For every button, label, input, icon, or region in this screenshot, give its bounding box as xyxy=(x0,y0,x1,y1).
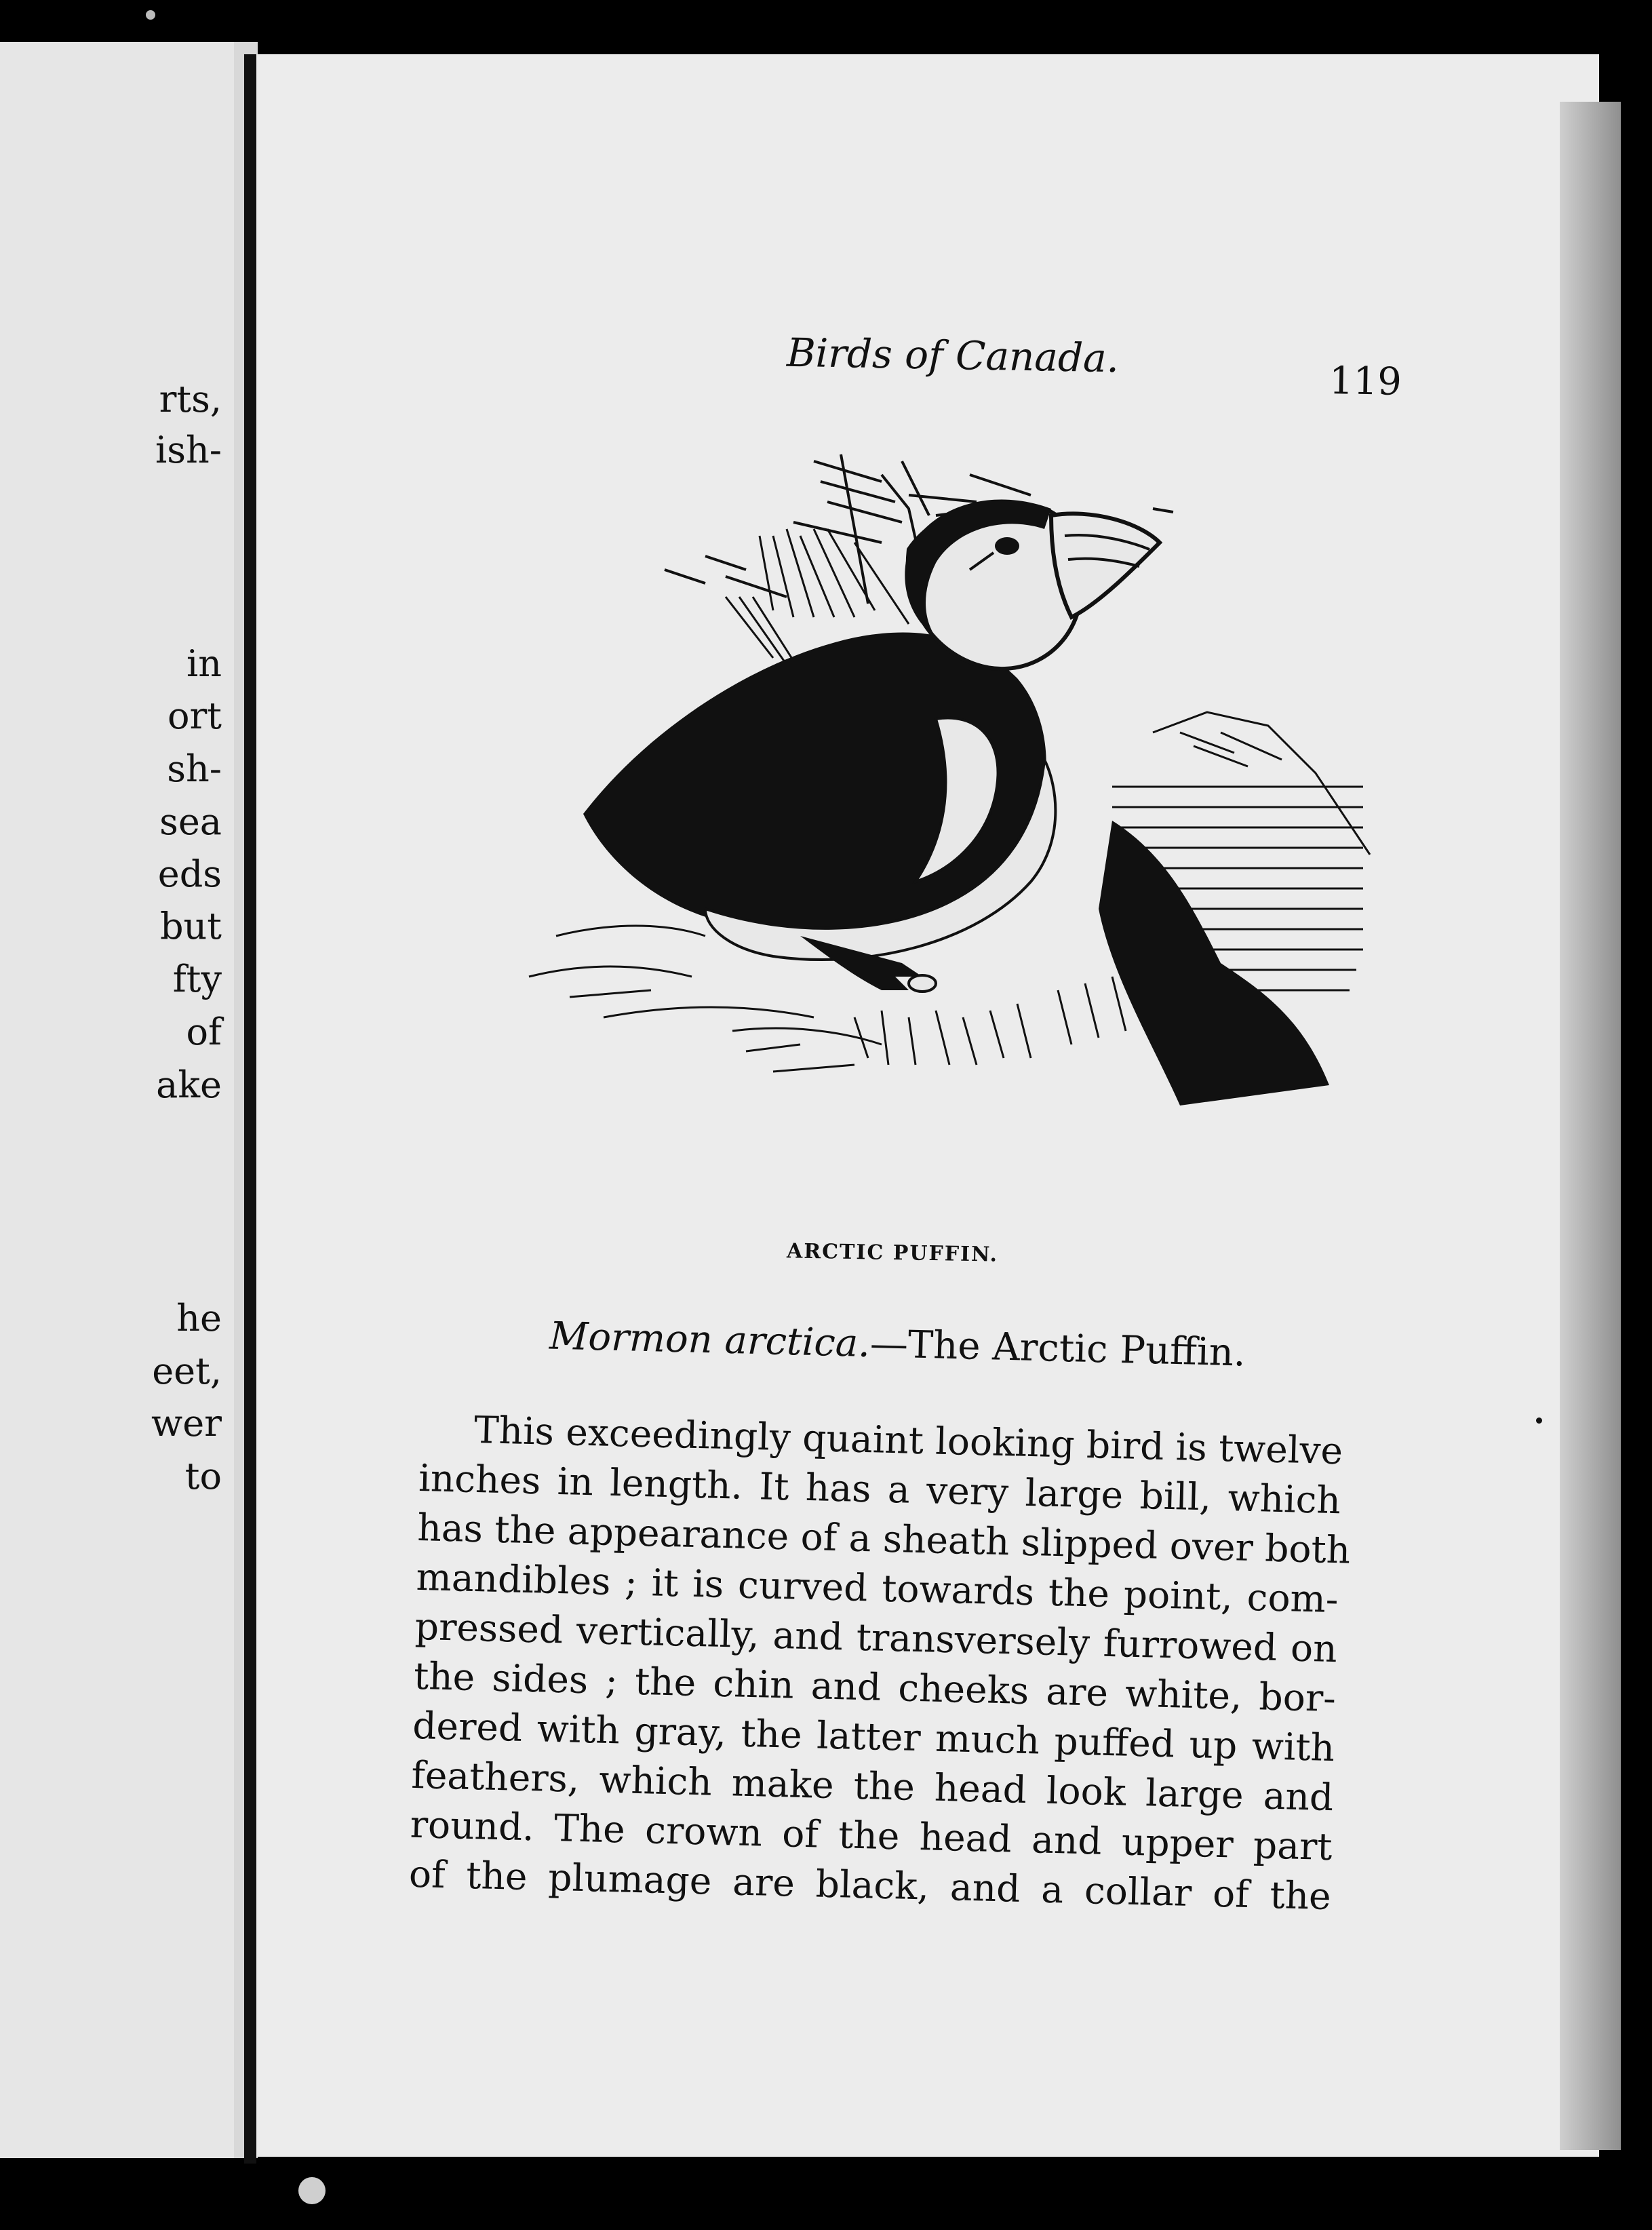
body-line: feathers, which make the head look large and xyxy=(410,1753,1335,1820)
left-text-fragment: wer xyxy=(151,1402,222,1445)
left-text-fragment: sh- xyxy=(167,747,222,790)
body-paragraph xyxy=(408,1404,1351,1921)
gutter-fold-line xyxy=(244,54,256,2164)
body-line: inches in length. It has a very large bill, which xyxy=(418,1455,1341,1523)
scan-speck xyxy=(298,2177,326,2204)
left-page xyxy=(0,42,234,2158)
left-text-fragment: but xyxy=(159,905,222,947)
figure-caption: ARCTIC PUFFIN. xyxy=(786,1239,999,1267)
species-common-name: —The Arctic Puffin. xyxy=(869,1322,1246,1375)
scan-speck xyxy=(146,10,155,20)
left-text-fragment: ake xyxy=(156,1063,222,1106)
left-text-fragment: ish- xyxy=(155,429,222,471)
body-line: This exceedingly quaint looking bird is twelve xyxy=(473,1407,1343,1473)
left-text-fragment: fty xyxy=(172,958,222,1000)
scan-speck xyxy=(1536,1417,1542,1424)
left-text-fragment: to xyxy=(184,1455,222,1498)
body-line: has the appearance of a sheath slipped over both xyxy=(416,1505,1351,1572)
body-line: round. The crown of the head and upper part xyxy=(410,1802,1333,1869)
species-latin-name: Mormon arctica. xyxy=(549,1314,871,1367)
left-text-fragment: sea xyxy=(159,800,222,843)
body-line: the sides ; the chin and cheeks are white, bor- xyxy=(413,1654,1337,1721)
left-text-fragment: rts, xyxy=(159,378,222,420)
left-text-fragment: in xyxy=(186,642,222,685)
page-number: 119 xyxy=(1329,359,1402,404)
page-edge-shadow xyxy=(1560,102,1621,2150)
body-line: of the plumage are black, and a collar of the xyxy=(408,1852,1332,1919)
body-line: mandibles ; it is curved towards the point, com- xyxy=(415,1554,1339,1622)
left-text-fragment: ort xyxy=(167,695,222,737)
body-line: pressed vertically, and transversely furrowed on xyxy=(414,1604,1338,1671)
body-line: dered with gray, the latter much puffed up with xyxy=(412,1703,1335,1770)
left-text-fragment: he xyxy=(176,1297,222,1339)
left-text-fragment: eds xyxy=(157,853,222,895)
left-text-fragment: eet, xyxy=(152,1350,222,1392)
puffin-engraving-icon xyxy=(502,434,1383,1234)
running-title: Birds of Canada. xyxy=(786,329,1120,382)
left-text-fragment: of xyxy=(186,1011,222,1053)
